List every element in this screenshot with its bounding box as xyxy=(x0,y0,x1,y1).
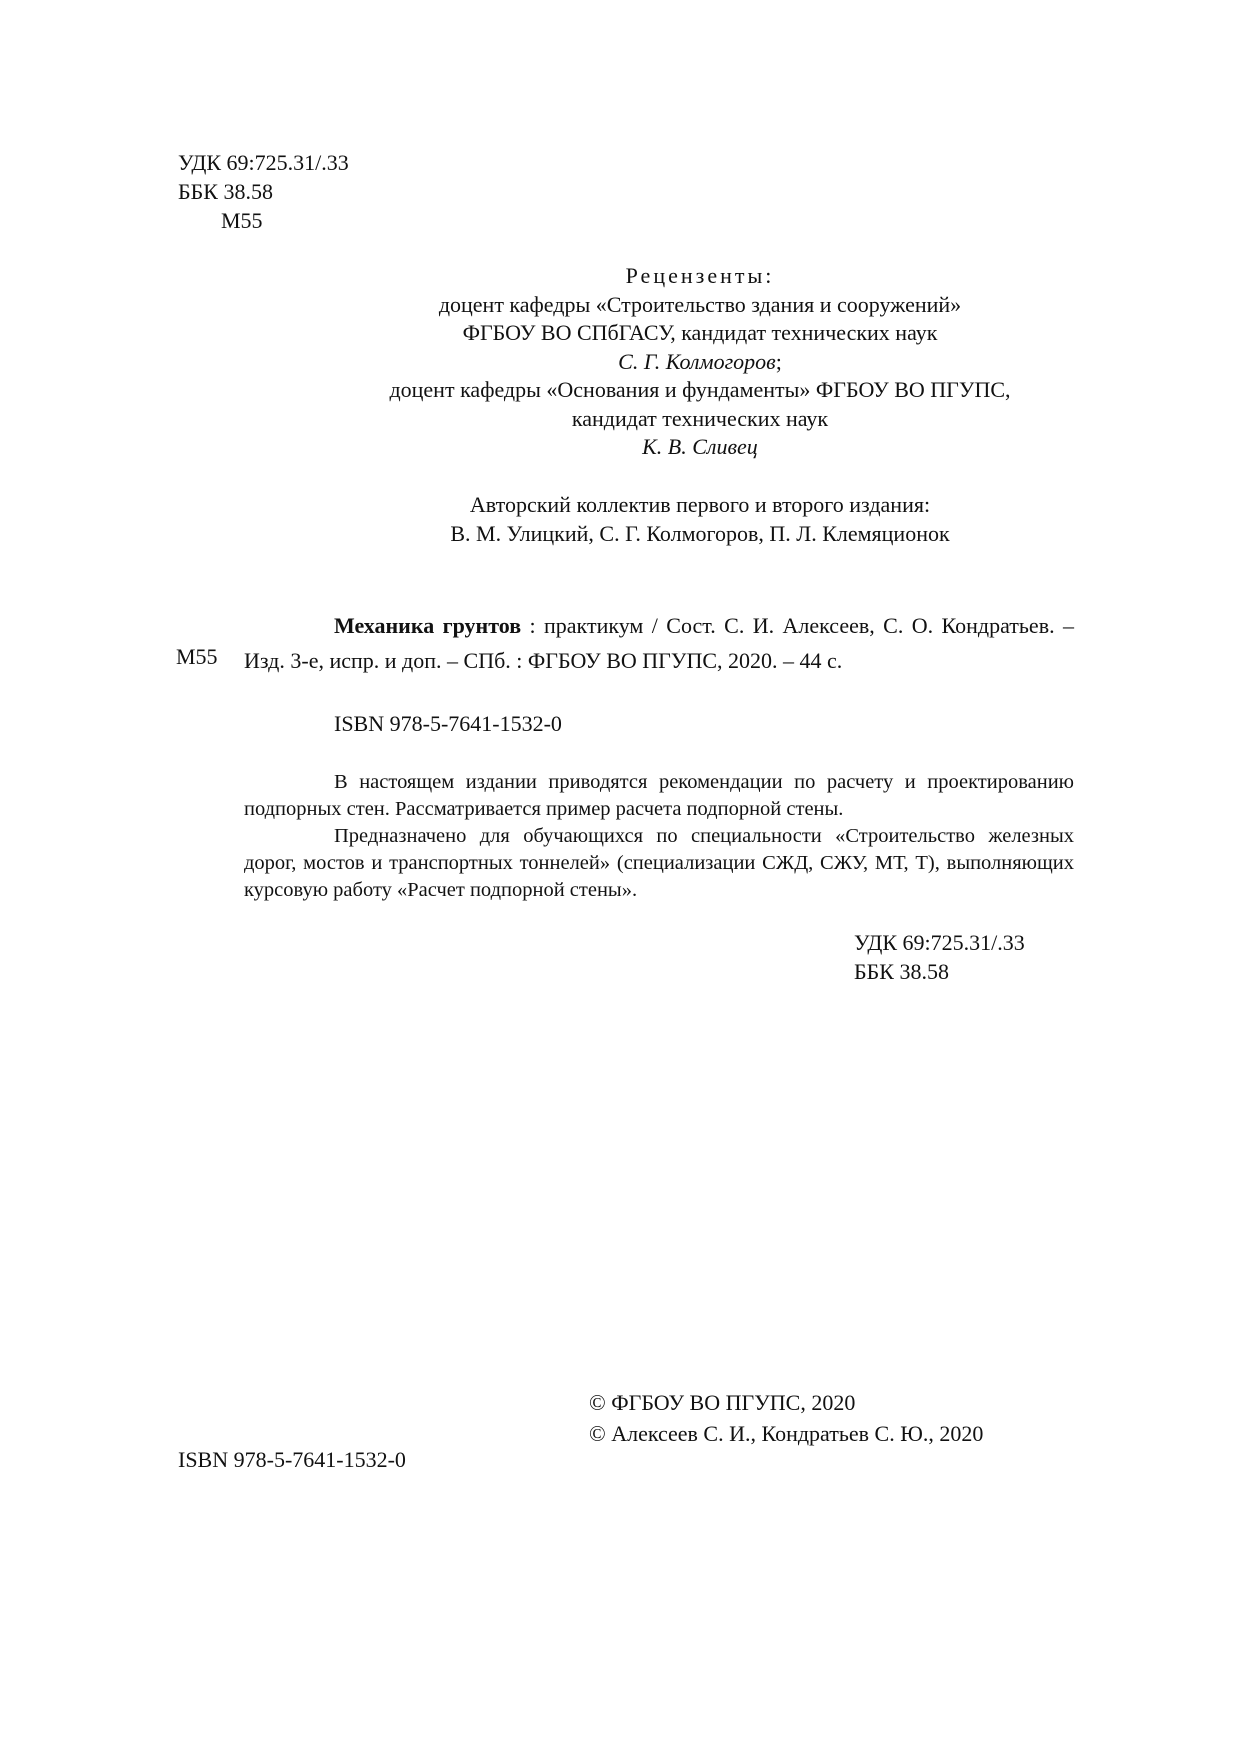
author-mark: М55 xyxy=(221,208,263,233)
reviewer-1-position: доцент кафедры «Строительство здания и сооружений» xyxy=(438,291,962,317)
reviewer-1-affiliation: ФГБОУ ВО СПбГАСУ, кандидат технических наук xyxy=(462,320,938,345)
udk-code-bottom: УДК 69:725.31/.33 xyxy=(854,930,1025,955)
bibliographic-details: : практикум / Сост. С. И. Алексеев, С. О. Кондратьев. – Изд. 3-е, испр. и доп. – СПб. : ФГБОУ ВО ПГУПС, 2020. – 44 с. xyxy=(244,613,1074,673)
authors-names: В. М. Улицкий, С. Г. Колмогоров, П. Л. Клемяционок xyxy=(450,521,950,546)
reviewer-2-degree: кандидат технических наук xyxy=(571,405,829,431)
book-title: Механика грунтов xyxy=(334,613,522,638)
classification-block-bottom xyxy=(854,928,1025,986)
reviewer-2-name: К. В. Сливец xyxy=(642,434,758,459)
isbn-bottom: ISBN 978-5-7641-1532-0 xyxy=(178,1447,406,1472)
classification-block-top xyxy=(178,148,349,235)
reviewer-separator: ; xyxy=(775,348,782,374)
copyright-authors: © Алексеев С. И., Кондратьев С. Ю., 2020 xyxy=(589,1421,984,1446)
authors-block xyxy=(250,490,1150,548)
udk-code: УДК 69:725.31/.33 xyxy=(178,150,349,175)
bibliographic-record xyxy=(244,608,1074,678)
biblio-author-mark: М55 xyxy=(176,644,218,669)
annotation-paragraph-1: В настоящем издании приводятся рекомендации по расчету и проектированию подпорных стен. Рассматривается пример расчета подпорной стены. xyxy=(244,771,1074,820)
copyright-publisher: © ФГБОУ ВО ПГУПС, 2020 xyxy=(589,1390,856,1415)
reviewers-block xyxy=(250,262,1150,462)
annotation-paragraph-2: Предназначено для обучающихся по специальности «Строительство железных дорог, мостов и транспортных тоннелей» (специализации СЖД, СЖУ, МТ, Т), выполняющих курсовую работу «Расчет подпорной стены». xyxy=(244,825,1074,901)
reviewer-2-position: доцент кафедры «Основания и фундаменты» ФГБОУ ВО ПГУПС, xyxy=(389,377,1011,402)
bbk-code: ББК 38.58 xyxy=(178,179,273,204)
annotation-block xyxy=(244,769,1074,904)
authors-heading: Авторский коллектив первого и второго издания: xyxy=(469,492,931,517)
reviewers-heading: Рецензенты: xyxy=(625,263,775,288)
isbn-record: ISBN 978-5-7641-1532-0 xyxy=(334,711,562,736)
reviewer-1-name-line xyxy=(250,348,1150,377)
bbk-code-bottom: ББК 38.58 xyxy=(854,959,949,984)
reviewer-1-name: С. Г. Колмогоров xyxy=(618,348,776,374)
copyright-block xyxy=(589,1387,983,1449)
